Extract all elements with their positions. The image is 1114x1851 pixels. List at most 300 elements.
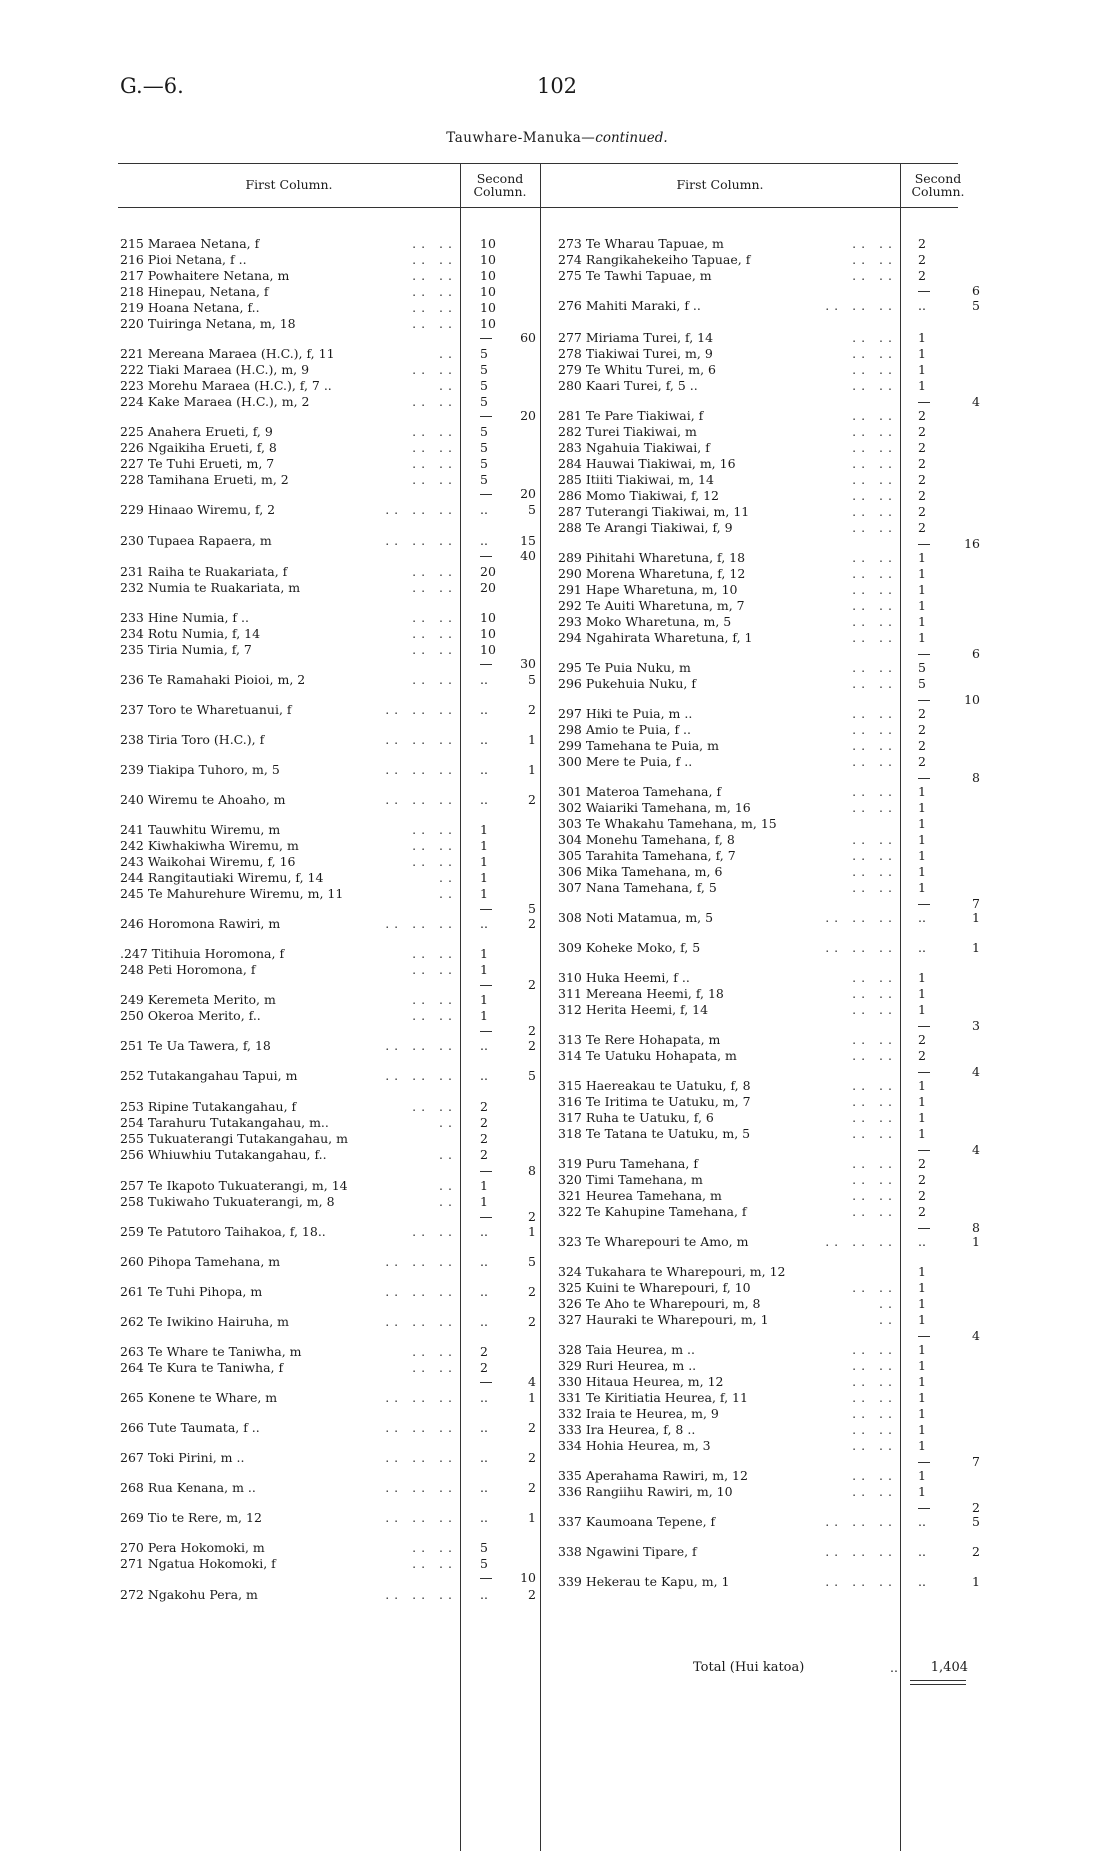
left-second-column-rule-1 bbox=[460, 163, 461, 1851]
right-entry-leader-dots: .. .. .. bbox=[825, 1544, 897, 1559]
right-entry-row bbox=[558, 1438, 897, 1454]
right-entry-share: 1 bbox=[918, 1078, 926, 1093]
right-entry-name: 275 Te Tawhi Tapuae, m bbox=[558, 268, 712, 283]
right-entry-leader-dots: .. .. bbox=[852, 1188, 897, 1203]
right-subtotal-value: 16 bbox=[964, 536, 980, 551]
left-entry-leader-dots: .. .. bbox=[412, 962, 457, 977]
left-entry-leader-dots: .. bbox=[439, 1178, 457, 1193]
right-entry-share: 1 bbox=[918, 1002, 926, 1017]
right-entry-share: 1 bbox=[918, 378, 926, 393]
left-entry-row bbox=[120, 792, 457, 808]
left-entry-leader-dots: .. .. bbox=[412, 424, 457, 439]
left-entry-share: 5 bbox=[480, 362, 488, 377]
right-entry-share: 1 bbox=[918, 1422, 926, 1437]
right-entry-share: 2 bbox=[918, 1172, 926, 1187]
right-entry-leader-dots: .. .. bbox=[852, 970, 897, 985]
right-entry-name: 309 Koheke Moko, f, 5 bbox=[558, 940, 701, 955]
left-entry-leader-dots: .. .. bbox=[412, 1099, 457, 1114]
right-entry-leader-dots: .. .. bbox=[852, 550, 897, 565]
right-entry-second-share: 1 bbox=[972, 910, 980, 925]
left-entry-leader-dots: .. .. bbox=[412, 252, 457, 267]
right-entry-name: 320 Timi Tamehana, m bbox=[558, 1172, 703, 1187]
right-entry-name: 336 Rangiihu Rawiri, m, 10 bbox=[558, 1484, 733, 1499]
left-entry-second-share: 1 bbox=[528, 1390, 536, 1405]
left-entry-row bbox=[120, 702, 457, 718]
left-entry-name: 249 Keremeta Merito, m bbox=[120, 992, 276, 1007]
right-entry-share: 1 bbox=[918, 362, 926, 377]
right-entry-share: 1 bbox=[918, 1264, 926, 1279]
right-entry-row bbox=[558, 676, 897, 692]
right-entry-row bbox=[558, 550, 897, 566]
right-entry-share: 1 bbox=[918, 1342, 926, 1357]
right-entry-row bbox=[558, 864, 897, 880]
right-entry-share: 1 bbox=[918, 880, 926, 895]
left-entry-second-share: 5 bbox=[528, 502, 536, 517]
left-entry-row bbox=[120, 284, 457, 300]
left-entry-row bbox=[120, 1480, 457, 1496]
left-entry-second-share: 2 bbox=[528, 1314, 536, 1329]
right-entry-row bbox=[558, 784, 897, 800]
left-entry-row bbox=[120, 992, 457, 1008]
right-entry-row bbox=[558, 614, 897, 630]
left-entry-name: 262 Te Iwikino Hairuha, m bbox=[120, 1314, 290, 1329]
left-entry-name: 255 Tukuaterangi Tutakangahau, m bbox=[120, 1131, 348, 1146]
left-entry-share: .. bbox=[480, 1587, 488, 1602]
left-subtotal-rule bbox=[480, 1578, 492, 1579]
right-entry-share: 2 bbox=[918, 252, 926, 267]
left-entry-row bbox=[120, 1556, 457, 1572]
right-entry-leader-dots: .. .. bbox=[852, 880, 897, 895]
left-entry-second-share: 5 bbox=[528, 1254, 536, 1269]
right-entry-leader-dots: .. .. bbox=[852, 784, 897, 799]
left-subtotal-value: 5 bbox=[528, 901, 536, 916]
right-entry-name: 334 Hohia Heurea, m, 3 bbox=[558, 1438, 711, 1453]
left-entry-name: 231 Raiha te Ruakariata, f bbox=[120, 564, 288, 579]
left-entry-leader-dots: .. .. .. bbox=[385, 732, 457, 747]
left-entry-share: 2 bbox=[480, 1344, 488, 1359]
right-entry-name: 294 Ngahirata Wharetuna, f, 1 bbox=[558, 630, 753, 645]
left-entry-second-share: 2 bbox=[528, 1450, 536, 1465]
left-entry-row bbox=[120, 1420, 457, 1436]
left-entry-second-share: 2 bbox=[528, 792, 536, 807]
left-entry-leader-dots: .. .. bbox=[412, 236, 457, 251]
right-entry-name: 280 Kaari Turei, f, 5 .. bbox=[558, 378, 698, 393]
left-entry-share: 10 bbox=[480, 236, 496, 251]
right-entry-row bbox=[558, 1234, 897, 1250]
left-entry-row bbox=[120, 378, 457, 394]
left-entry-name: 254 Tarahuru Tutakangahau, m.. bbox=[120, 1115, 329, 1130]
left-entry-share: .. bbox=[480, 916, 488, 931]
right-entry-name: 299 Tamehana te Puia, m bbox=[558, 738, 719, 753]
left-entry-leader-dots: .. .. bbox=[412, 316, 457, 331]
left-entry-second-share: 1 bbox=[528, 732, 536, 747]
left-entry-name: .247 Titihuia Horomona, f bbox=[120, 946, 285, 961]
right-subtotal-value: 8 bbox=[972, 770, 980, 785]
right-entry-row bbox=[558, 456, 897, 472]
left-entry-row bbox=[120, 1194, 457, 1210]
right-entry-share: 1 bbox=[918, 1468, 926, 1483]
right-entry-leader-dots: .. .. bbox=[852, 1468, 897, 1483]
right-entry-share: .. bbox=[918, 1514, 926, 1529]
right-entry-share: .. bbox=[918, 910, 926, 925]
right-entry-row bbox=[558, 1126, 897, 1142]
left-entry-name: 268 Rua Kenana, m .. bbox=[120, 1480, 256, 1495]
left-first-column-header: First Column. bbox=[245, 177, 333, 192]
right-subtotal-rule bbox=[918, 1508, 930, 1509]
right-entry-row bbox=[558, 1280, 897, 1296]
right-entry-row bbox=[558, 880, 897, 896]
right-entry-row bbox=[558, 378, 897, 394]
left-entry-row bbox=[120, 870, 457, 886]
right-entry-name: 304 Monehu Tamehana, f, 8 bbox=[558, 832, 735, 847]
right-entry-row bbox=[558, 1110, 897, 1126]
right-entry-share: 1 bbox=[918, 630, 926, 645]
right-entry-name: 339 Hekerau te Kapu, m, 1 bbox=[558, 1574, 730, 1589]
right-entry-leader-dots: .. .. bbox=[852, 1094, 897, 1109]
left-entry-share: 5 bbox=[480, 346, 488, 361]
left-entry-leader-dots: .. .. bbox=[412, 610, 457, 625]
right-entry-name: 302 Waiariki Tamehana, m, 16 bbox=[558, 800, 751, 815]
right-entry-name: 273 Te Wharau Tapuae, m bbox=[558, 236, 724, 251]
right-subtotal-rule bbox=[918, 1462, 930, 1463]
left-entry-row bbox=[120, 886, 457, 902]
left-subtotal-rule bbox=[480, 985, 492, 986]
left-entry-share: 5 bbox=[480, 424, 488, 439]
right-entry-row bbox=[558, 706, 897, 722]
right-entry-share: .. bbox=[918, 1574, 926, 1589]
right-entry-share: .. bbox=[918, 1544, 926, 1559]
left-entry-share: 2 bbox=[480, 1131, 488, 1146]
left-entry-leader-dots: .. bbox=[439, 1147, 457, 1162]
left-entry-name: 252 Tutakangahau Tapui, m bbox=[120, 1068, 298, 1083]
left-entry-name: 251 Te Ua Tawera, f, 18 bbox=[120, 1038, 271, 1053]
right-entry-row bbox=[558, 1296, 897, 1312]
right-entry-name: 287 Tuterangi Tiakiwai, m, 11 bbox=[558, 504, 750, 519]
left-entry-share: 2 bbox=[480, 1115, 488, 1130]
left-entry-second-share: 2 bbox=[528, 1587, 536, 1602]
left-entry-share: 1 bbox=[480, 1178, 488, 1193]
left-entry-name: 269 Tio te Rere, m, 12 bbox=[120, 1510, 262, 1525]
total-dots: .. bbox=[890, 1660, 898, 1675]
left-entry-row bbox=[120, 1587, 457, 1603]
right-subtotal-value: 4 bbox=[972, 1064, 980, 1079]
right-subtotal-rule bbox=[918, 778, 930, 779]
left-entry-share: 10 bbox=[480, 252, 496, 267]
left-entry-share: 1 bbox=[480, 870, 488, 885]
left-entry-name: 272 Ngakohu Pera, m bbox=[120, 1587, 258, 1602]
right-entry-name: 301 Materoa Tamehana, f bbox=[558, 784, 722, 799]
right-entry-row bbox=[558, 754, 897, 770]
right-subtotal-rule bbox=[918, 1150, 930, 1151]
right-subtotal-rule bbox=[918, 654, 930, 655]
left-entry-leader-dots: .. .. .. bbox=[385, 1420, 457, 1435]
left-entry-name: 260 Pihopa Tamehana, m bbox=[120, 1254, 281, 1269]
left-entry-row bbox=[120, 822, 457, 838]
left-entry-leader-dots: .. bbox=[439, 1194, 457, 1209]
left-entry-name: 235 Tiria Numia, f, 7 bbox=[120, 642, 252, 657]
right-entry-row bbox=[558, 566, 897, 582]
right-entry-name: 305 Tarahita Tamehana, f, 7 bbox=[558, 848, 736, 863]
left-entry-name: 215 Maraea Netana, f bbox=[120, 236, 260, 251]
left-entry-row bbox=[120, 300, 457, 316]
left-entry-share: 1 bbox=[480, 886, 488, 901]
right-entry-share: 1 bbox=[918, 614, 926, 629]
left-entry-leader-dots: .. bbox=[439, 870, 457, 885]
left-subtotal-rule bbox=[480, 1031, 492, 1032]
left-subtotal-rule bbox=[480, 556, 492, 557]
right-entry-row bbox=[558, 1422, 897, 1438]
right-entry-row bbox=[558, 910, 897, 926]
right-entry-share: 2 bbox=[918, 440, 926, 455]
left-entry-name: 233 Hine Numia, f .. bbox=[120, 610, 249, 625]
left-entry-name: 228 Tamihana Erueti, m, 2 bbox=[120, 472, 289, 487]
right-entry-name: 303 Te Whakahu Tamehana, m, 15 bbox=[558, 816, 777, 831]
left-entry-row bbox=[120, 1068, 457, 1084]
left-entry-name: 241 Tauwhitu Wiremu, m bbox=[120, 822, 281, 837]
left-entry-leader-dots: .. .. bbox=[412, 440, 457, 455]
left-entry-row bbox=[120, 268, 457, 284]
left-entry-leader-dots: .. .. .. bbox=[385, 1510, 457, 1525]
left-entry-name: 240 Wiremu te Ahoaho, m bbox=[120, 792, 286, 807]
right-subtotal-rule bbox=[918, 1072, 930, 1073]
right-entry-name: 283 Ngahuia Tiakiwai, f bbox=[558, 440, 710, 455]
left-entry-share: 5 bbox=[480, 456, 488, 471]
left-entry-leader-dots: .. .. bbox=[412, 854, 457, 869]
right-entry-leader-dots: .. .. bbox=[852, 1078, 897, 1093]
left-entry-leader-dots: .. .. bbox=[412, 626, 457, 641]
left-entry-row bbox=[120, 502, 457, 518]
right-entry-share: 2 bbox=[918, 408, 926, 423]
left-entry-leader-dots: .. .. bbox=[412, 394, 457, 409]
right-entry-row bbox=[558, 800, 897, 816]
left-subtotal-rule bbox=[480, 1171, 492, 1172]
left-entry-row bbox=[120, 1038, 457, 1054]
left-subtotal-value: 20 bbox=[520, 486, 536, 501]
right-entry-leader-dots: .. .. bbox=[852, 346, 897, 361]
left-entry-name: 253 Ripine Tutakangahau, f bbox=[120, 1099, 297, 1114]
right-entry-row bbox=[558, 1094, 897, 1110]
right-entry-leader-dots: .. .. bbox=[852, 660, 897, 675]
right-entry-leader-dots: .. bbox=[879, 1312, 897, 1327]
right-entry-row bbox=[558, 1358, 897, 1374]
right-entry-share: 1 bbox=[918, 784, 926, 799]
right-entry-row bbox=[558, 1156, 897, 1172]
right-entry-leader-dots: .. .. bbox=[852, 864, 897, 879]
right-entry-leader-dots: .. .. .. bbox=[825, 1514, 897, 1529]
right-entry-row bbox=[558, 252, 897, 268]
right-entry-share: 2 bbox=[918, 488, 926, 503]
left-entry-leader-dots: .. .. bbox=[412, 580, 457, 595]
left-entry-name: 221 Mereana Maraea (H.C.), f, 11 bbox=[120, 346, 335, 361]
left-entry-share: 10 bbox=[480, 642, 496, 657]
left-entry-name: 226 Ngaikiha Erueti, f, 8 bbox=[120, 440, 277, 455]
right-entry-name: 295 Te Puia Nuku, m bbox=[558, 660, 691, 675]
right-entry-name: 289 Pihitahi Wharetuna, f, 18 bbox=[558, 550, 746, 565]
left-entry-row bbox=[120, 1131, 457, 1147]
right-entry-leader-dots: .. .. bbox=[852, 1438, 897, 1453]
right-entry-share: 1 bbox=[918, 970, 926, 985]
right-entry-name: 300 Mere te Puia, f .. bbox=[558, 754, 693, 769]
left-entry-row bbox=[120, 236, 457, 252]
right-entry-leader-dots: .. .. bbox=[852, 520, 897, 535]
left-entry-share: 2 bbox=[480, 1360, 488, 1375]
right-entry-row bbox=[558, 832, 897, 848]
left-entry-name: 222 Tiaki Maraea (H.C.), m, 9 bbox=[120, 362, 310, 377]
left-subtotal-value: 2 bbox=[528, 977, 536, 992]
right-entry-share: 2 bbox=[918, 1188, 926, 1203]
left-entry-row bbox=[120, 1360, 457, 1376]
right-entry-share: 1 bbox=[918, 1280, 926, 1295]
right-entry-row bbox=[558, 1172, 897, 1188]
left-entry-leader-dots: .. .. bbox=[412, 1556, 457, 1571]
right-subtotal-value: 4 bbox=[972, 1328, 980, 1343]
right-entry-row bbox=[558, 1484, 897, 1500]
left-entry-leader-dots: .. .. .. bbox=[385, 1450, 457, 1465]
left-entry-second-share: 2 bbox=[528, 1038, 536, 1053]
right-entry-leader-dots: .. .. bbox=[852, 1172, 897, 1187]
left-entry-share: 1 bbox=[480, 962, 488, 977]
left-entry-share: 5 bbox=[480, 1556, 488, 1571]
right-entry-leader-dots: .. .. bbox=[852, 1048, 897, 1063]
left-entry-share: .. bbox=[480, 1038, 488, 1053]
left-entry-share: 5 bbox=[480, 1540, 488, 1555]
right-entry-leader-dots: .. .. bbox=[852, 236, 897, 251]
right-entry-name: 332 Iraia te Heurea, m, 9 bbox=[558, 1406, 719, 1421]
right-entry-name: 333 Ira Heurea, f, 8 .. bbox=[558, 1422, 696, 1437]
right-entry-name: 286 Momo Tiakiwai, f, 12 bbox=[558, 488, 719, 503]
right-entry-name: 328 Taia Heurea, m .. bbox=[558, 1342, 695, 1357]
right-entry-leader-dots: .. .. bbox=[852, 1204, 897, 1219]
right-entry-leader-dots: .. .. bbox=[852, 614, 897, 629]
right-entry-row bbox=[558, 940, 897, 956]
right-entry-name: 278 Tiakiwai Turei, m, 9 bbox=[558, 346, 713, 361]
right-entry-row bbox=[558, 504, 897, 520]
right-entry-share: 1 bbox=[918, 1406, 926, 1421]
right-entry-name: 274 Rangikahekeiho Tapuae, f bbox=[558, 252, 751, 267]
right-entry-leader-dots: .. .. .. bbox=[825, 1574, 897, 1589]
right-entry-row bbox=[558, 1002, 897, 1018]
left-entry-name: 248 Peti Horomona, f bbox=[120, 962, 256, 977]
right-entry-row bbox=[558, 1032, 897, 1048]
right-entry-row bbox=[558, 1374, 897, 1390]
right-second-column-header: Second Column. bbox=[911, 171, 965, 199]
right-entry-leader-dots: .. .. bbox=[852, 362, 897, 377]
right-subtotal-rule bbox=[918, 1336, 930, 1337]
left-entry-second-share: 15 bbox=[520, 533, 536, 548]
left-entry-leader-dots: .. .. bbox=[412, 822, 457, 837]
right-entry-leader-dots: .. .. bbox=[852, 1110, 897, 1125]
right-first-column-header: First Column. bbox=[676, 177, 764, 192]
left-entry-row bbox=[120, 1390, 457, 1406]
right-entry-name: 297 Hiki te Puia, m .. bbox=[558, 706, 693, 721]
left-entry-row bbox=[120, 1284, 457, 1300]
left-entry-row bbox=[120, 610, 457, 626]
right-subtotal-rule bbox=[918, 1228, 930, 1229]
right-entry-row bbox=[558, 440, 897, 456]
left-subtotal-value: 8 bbox=[528, 1163, 536, 1178]
right-entry-second-share: 5 bbox=[972, 1514, 980, 1529]
left-entry-share: .. bbox=[480, 1480, 488, 1495]
right-entry-name: 284 Hauwai Tiakiwai, m, 16 bbox=[558, 456, 736, 471]
left-entry-share: 10 bbox=[480, 300, 496, 315]
left-entry-row bbox=[120, 1178, 457, 1194]
page-title bbox=[0, 130, 1114, 146]
right-entry-leader-dots: .. .. bbox=[852, 488, 897, 503]
left-entry-row bbox=[120, 854, 457, 870]
right-subtotal-value: 8 bbox=[972, 1220, 980, 1235]
left-entry-leader-dots: .. .. bbox=[412, 1360, 457, 1375]
left-entry-leader-dots: .. .. bbox=[412, 838, 457, 853]
right-entry-leader-dots: .. .. bbox=[852, 1002, 897, 1017]
right-subtotal-value: 7 bbox=[972, 1454, 980, 1469]
left-entry-row bbox=[120, 394, 457, 410]
right-entry-share: 1 bbox=[918, 832, 926, 847]
left-entry-share: .. bbox=[480, 1510, 488, 1525]
left-entry-share: 5 bbox=[480, 472, 488, 487]
left-entry-leader-dots: .. .. .. bbox=[385, 762, 457, 777]
right-entry-row bbox=[558, 362, 897, 378]
left-entry-name: 225 Anahera Erueti, f, 9 bbox=[120, 424, 273, 439]
left-entry-leader-dots: .. .. .. bbox=[385, 533, 457, 548]
right-entry-row bbox=[558, 1188, 897, 1204]
left-entry-row bbox=[120, 440, 457, 456]
right-entry-second-share: 1 bbox=[972, 1574, 980, 1589]
left-subtotal-value: 60 bbox=[520, 330, 536, 345]
right-entry-name: 306 Mika Tamehana, m, 6 bbox=[558, 864, 723, 879]
right-entry-leader-dots: .. .. .. bbox=[825, 298, 897, 313]
right-entry-second-share: 1 bbox=[972, 1234, 980, 1249]
left-entry-row bbox=[120, 1450, 457, 1466]
left-entry-leader-dots: .. .. bbox=[412, 362, 457, 377]
left-entry-row bbox=[120, 946, 457, 962]
right-entry-name: 316 Te Iritima te Uatuku, m, 7 bbox=[558, 1094, 751, 1109]
right-entry-row bbox=[558, 424, 897, 440]
left-entry-name: 236 Te Ramahaki Pioioi, m, 2 bbox=[120, 672, 306, 687]
left-entry-name: 256 Whiuwhiu Tutakangahau, f.. bbox=[120, 1147, 327, 1162]
left-entry-second-share: 5 bbox=[528, 1068, 536, 1083]
left-entry-row bbox=[120, 1008, 457, 1024]
left-entry-leader-dots: .. .. bbox=[412, 472, 457, 487]
left-entry-name: 246 Horomona Rawiri, m bbox=[120, 916, 281, 931]
left-entry-share: 1 bbox=[480, 1194, 488, 1209]
left-entry-row bbox=[120, 672, 457, 688]
left-entry-share: 20 bbox=[480, 580, 496, 595]
right-entry-name: 310 Huka Heemi, f .. bbox=[558, 970, 690, 985]
right-entry-row bbox=[558, 1342, 897, 1358]
left-entry-name: 219 Hoana Netana, f.. bbox=[120, 300, 260, 315]
left-entry-name: 261 Te Tuhi Pihopa, m bbox=[120, 1284, 263, 1299]
left-entry-leader-dots: .. .. .. bbox=[385, 1284, 457, 1299]
right-entry-leader-dots: .. .. bbox=[852, 630, 897, 645]
left-subtotal-value: 2 bbox=[528, 1209, 536, 1224]
right-entry-share: 2 bbox=[918, 236, 926, 251]
right-entry-share: 2 bbox=[918, 472, 926, 487]
right-entry-share: 2 bbox=[918, 1032, 926, 1047]
left-entry-share: .. bbox=[480, 1420, 488, 1435]
right-entry-share: 1 bbox=[918, 816, 926, 831]
right-entry-row bbox=[558, 722, 897, 738]
right-entry-leader-dots: .. .. bbox=[852, 504, 897, 519]
right-entry-name: 338 Ngawini Tipare, f bbox=[558, 1544, 697, 1559]
right-entry-name: 321 Heurea Tamehana, m bbox=[558, 1188, 722, 1203]
right-subtotal-rule bbox=[918, 291, 930, 292]
right-entry-name: 335 Aperahama Rawiri, m, 12 bbox=[558, 1468, 748, 1483]
left-entry-leader-dots: .. .. bbox=[412, 564, 457, 579]
right-entry-leader-dots: .. .. bbox=[852, 1484, 897, 1499]
left-entry-leader-dots: .. .. .. bbox=[385, 702, 457, 717]
left-entry-share: 5 bbox=[480, 378, 488, 393]
right-entry-name: 288 Te Arangi Tiakiwai, f, 9 bbox=[558, 520, 733, 535]
